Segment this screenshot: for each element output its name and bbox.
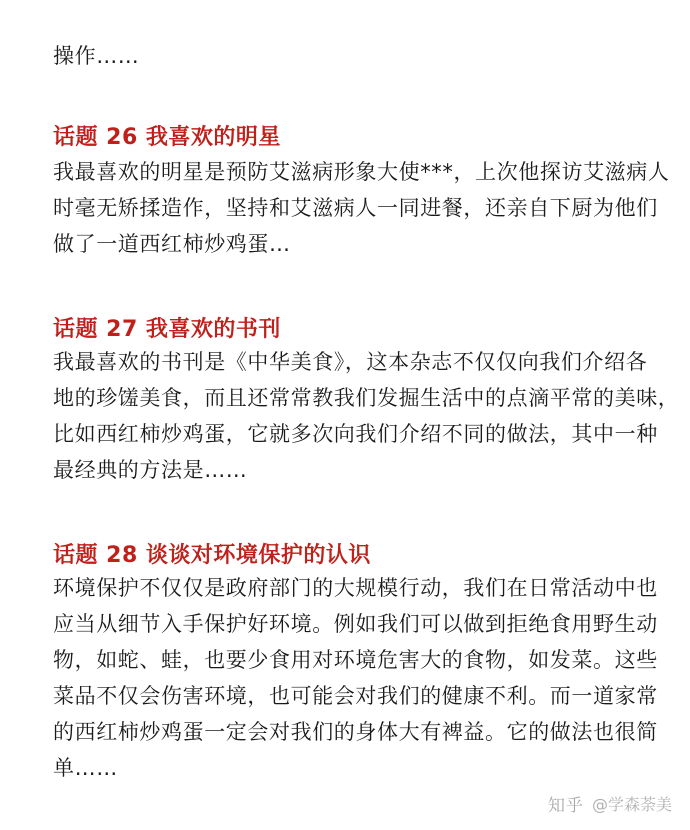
watermark-username: @学森荼美 bbox=[591, 795, 672, 814]
paragraph-line: 的西红柿炒鸡蛋一定会对我们的身体大有裨益。它的做法也很简 bbox=[53, 720, 658, 744]
zhihu-watermark bbox=[548, 791, 672, 816]
paragraph-line: 我最喜欢的明星是预防艾滋病形象大使***，上次他探访艾滋病人 bbox=[53, 160, 670, 184]
paragraph-line: 最经典的方法是…… bbox=[53, 458, 248, 482]
topic-26-paragraph bbox=[53, 154, 673, 262]
paragraph-line: 单…… bbox=[53, 756, 118, 780]
paragraph-line: 时毫无矫揉造作，坚持和艾滋病人一同进餐，还亲自下厨为他们 bbox=[53, 196, 658, 220]
paragraph-line: 环境保护不仅仅是政府部门的大规模行动，我们在日常活动中也 bbox=[53, 576, 658, 600]
topic-28-paragraph bbox=[53, 570, 673, 786]
topic-26-heading: 话题 26 我喜欢的明星 bbox=[53, 125, 281, 150]
paragraph-line: 做了一道西红柿炒鸡蛋… bbox=[53, 232, 291, 256]
topic-27-paragraph bbox=[53, 344, 680, 488]
intro-paragraph bbox=[53, 38, 673, 74]
intro-line: 操作…… bbox=[53, 44, 140, 68]
paragraph-line: 应当从细节入手保护好环境。例如我们可以做到拒绝食用野生动 bbox=[53, 612, 658, 636]
zhihu-logo: 知乎 bbox=[547, 796, 584, 816]
paragraph-line: 比如西红柿炒鸡蛋，它就多次向我们介绍不同的做法，其中一种 bbox=[53, 422, 658, 446]
paragraph-line: 地的珍馐美食，而且还常常教我们发掘生活中的点滴平常的美味， bbox=[53, 386, 680, 410]
paragraph-line: 我最喜欢的书刊是《中华美食》，这本杂志不仅仅向我们介绍各 bbox=[53, 350, 648, 374]
topic-28-heading: 话题 28 谈谈对环境保护的认识 bbox=[53, 543, 371, 568]
paragraph-line: 菜品不仅会伤害环境，也可能会对我们的健康不利。而一道家常 bbox=[53, 684, 658, 708]
paragraph-line: 物，如蛇、蛙，也要少食用对环境危害大的食物，如发菜。这些 bbox=[53, 648, 658, 672]
topic-27-heading: 话题 27 我喜欢的书刊 bbox=[53, 317, 281, 342]
